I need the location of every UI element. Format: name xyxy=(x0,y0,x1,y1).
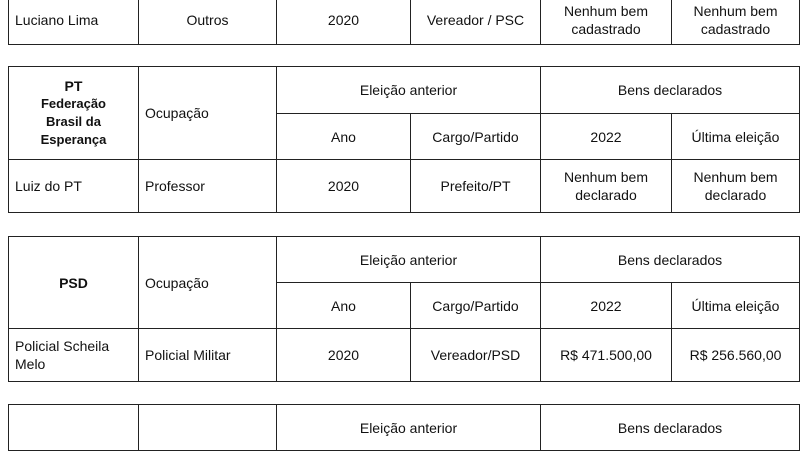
table-header-row xyxy=(9,67,800,114)
candidate-occupation: Outros xyxy=(139,0,277,45)
table-row xyxy=(9,160,800,213)
candidate-prev-year: 2020 xyxy=(277,329,411,382)
candidate-assets-last: Nenhum bem declarado xyxy=(672,160,800,213)
candidate-assets-last: R$ 256.560,00 xyxy=(672,329,800,382)
assets-last-header: Última eleição xyxy=(672,114,800,160)
party-name-cell xyxy=(9,405,139,451)
assets-current-header: 2022 xyxy=(541,114,672,160)
party-federation: Federação Brasil da Esperança xyxy=(40,96,107,147)
prev-election-header: Eleição anterior xyxy=(277,67,541,114)
candidate-prev-office: Prefeito/PT xyxy=(411,160,541,213)
table-header-row xyxy=(9,237,800,283)
candidate-prev-office: Vereador/PSD xyxy=(411,329,541,382)
year-header: Ano xyxy=(277,283,411,329)
assets-header: Bens declarados xyxy=(541,67,800,114)
table-header-row xyxy=(9,405,800,451)
occupation-header: Ocupação xyxy=(139,67,277,160)
candidate-prev-year: 2020 xyxy=(277,160,411,213)
candidate-occupation: Policial Militar xyxy=(139,329,277,382)
prev-election-header: Eleição anterior xyxy=(277,405,541,451)
candidate-assets-last: Nenhum bem cadastrado xyxy=(672,0,800,45)
candidate-occupation: Professor xyxy=(139,160,277,213)
party-name-cell xyxy=(9,237,139,329)
candidate-table-psd xyxy=(8,236,800,382)
candidate-table-next xyxy=(8,404,800,451)
table-row xyxy=(9,0,800,45)
office-header: Cargo/Partido xyxy=(411,114,541,160)
party-name-cell xyxy=(9,67,139,160)
party-name: PT xyxy=(64,78,83,94)
party-name: PSD xyxy=(59,274,88,291)
year-header: Ano xyxy=(277,114,411,160)
candidate-assets-2022: Nenhum bem cadastrado xyxy=(541,0,672,45)
candidate-name: Policial Scheila Melo xyxy=(9,329,139,382)
office-header: Cargo/Partido xyxy=(411,283,541,329)
assets-current-header: 2022 xyxy=(541,283,672,329)
assets-last-header: Última eleição xyxy=(672,283,800,329)
assets-header: Bens declarados xyxy=(541,237,800,283)
candidate-prev-office: Vereador / PSC xyxy=(411,0,541,45)
occupation-header: Ocupação xyxy=(139,237,277,329)
candidate-table-psc xyxy=(8,0,800,45)
candidate-name: Luiz do PT xyxy=(9,160,139,213)
candidate-name: Luciano Lima xyxy=(9,0,139,45)
assets-header: Bens declarados xyxy=(541,405,800,451)
candidate-prev-year: 2020 xyxy=(277,0,411,45)
candidate-assets-2022: R$ 471.500,00 xyxy=(541,329,672,382)
table-row xyxy=(9,329,800,382)
prev-election-header: Eleição anterior xyxy=(277,237,541,283)
occupation-header xyxy=(139,405,277,451)
candidate-assets-2022: Nenhum bem declarado xyxy=(541,160,672,213)
candidate-table-pt xyxy=(8,66,800,213)
